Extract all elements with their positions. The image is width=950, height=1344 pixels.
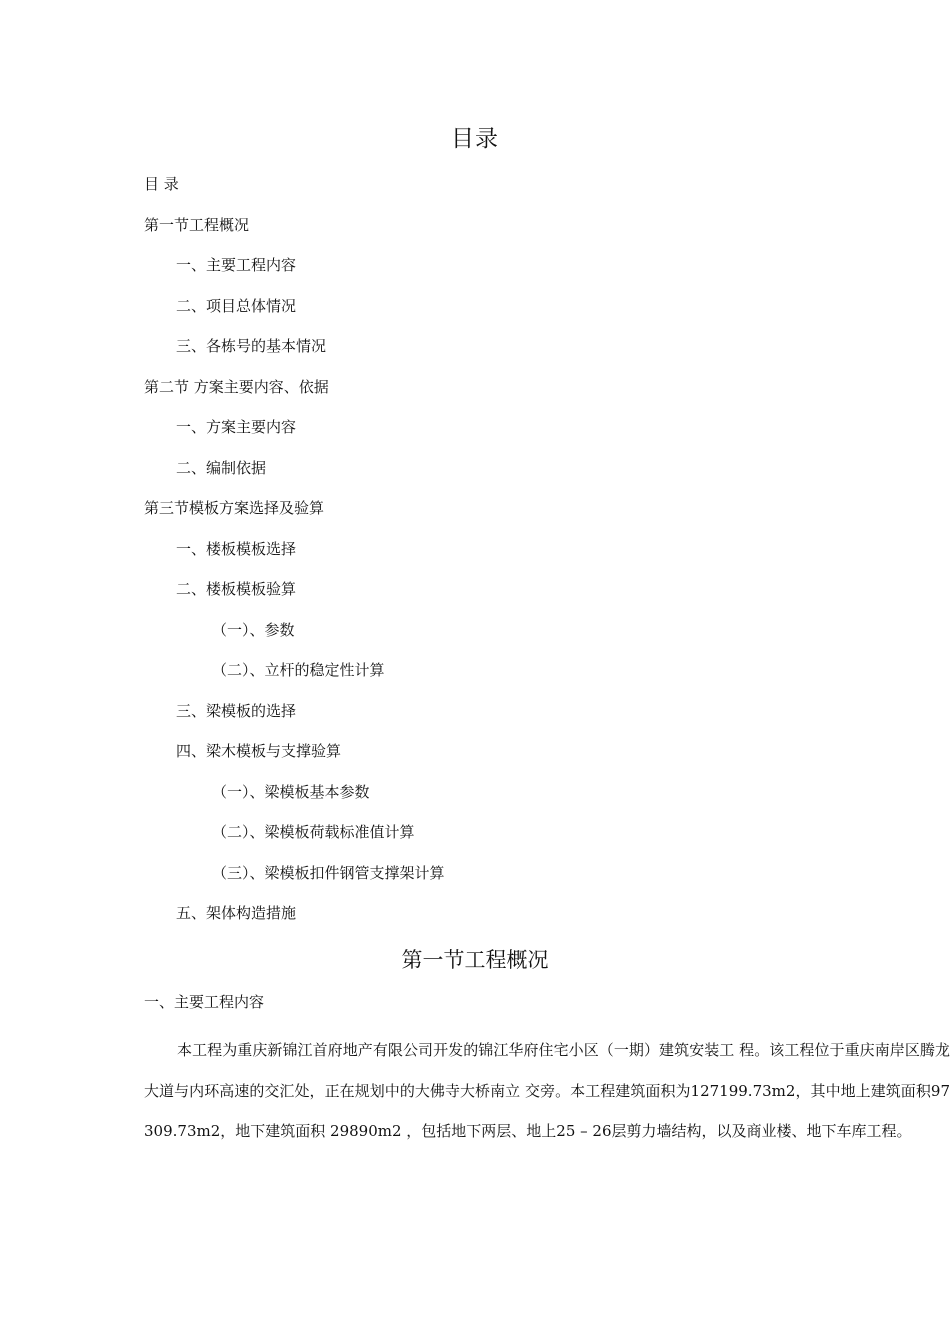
section-title: 第一节工程概况 <box>401 948 549 972</box>
toc-entry[interactable]: （二）、立杆的稳定性计算 <box>212 661 385 679</box>
toc-entry[interactable]: 目 录 <box>144 175 179 193</box>
toc-entry[interactable]: 三、各栋号的基本情况 <box>176 337 327 355</box>
toc-entry[interactable]: 二、项目总体情况 <box>176 296 297 315</box>
toc-entry[interactable]: 第二节 方案主要内容、依据 <box>144 377 329 396</box>
toc-entry[interactable]: （一）、梁模板基本参数 <box>212 782 370 801</box>
section-paragraph: 本工程为重庆新锦江首府地产有限公司开发的锦江华府住宅小区（一期）建筑安装工 程。该工程位于重庆南岸区腾龙大道与内环高速的交汇处，正在规划中的大佛寺大桥南立 交旁。本工程建筑面积为127199.73m2，其中地上建筑面积97309.73m2，地下建筑面积 29890m2 ，包括地下两层、地上25 – 26层剪力墙结构，以及商业楼、地下车库工程。 <box>144 1041 950 1140</box>
toc-entry[interactable]: 二、楼板模板验算 <box>176 580 297 598</box>
document-title: 目录 <box>451 126 499 152</box>
toc-entry[interactable]: 三、梁模板的选择 <box>176 701 297 720</box>
toc-entry[interactable]: 第一节工程概况 <box>144 215 250 234</box>
toc-entry[interactable]: 五、架体构造措施 <box>176 904 297 922</box>
toc-entry[interactable]: 一、楼板模板选择 <box>176 539 297 558</box>
toc-entry[interactable]: （三）、梁模板扣件钢管支撑架计算 <box>212 863 445 882</box>
toc-entry[interactable]: 四、梁木模板与支撑验算 <box>176 742 342 760</box>
toc-entry[interactable]: 一、方案主要内容 <box>176 418 297 436</box>
section-subheading: 一、主要工程内容 <box>144 993 265 1011</box>
toc-entry[interactable]: （二）、梁模板荷载标准值计算 <box>212 823 415 841</box>
toc-entry[interactable]: 一、主要工程内容 <box>176 256 297 274</box>
toc-entry[interactable]: （一）、参数 <box>212 620 295 639</box>
toc-entry[interactable]: 第三节模板方案选择及验算 <box>144 499 325 517</box>
toc-entry[interactable]: 二、编制依据 <box>176 458 267 477</box>
